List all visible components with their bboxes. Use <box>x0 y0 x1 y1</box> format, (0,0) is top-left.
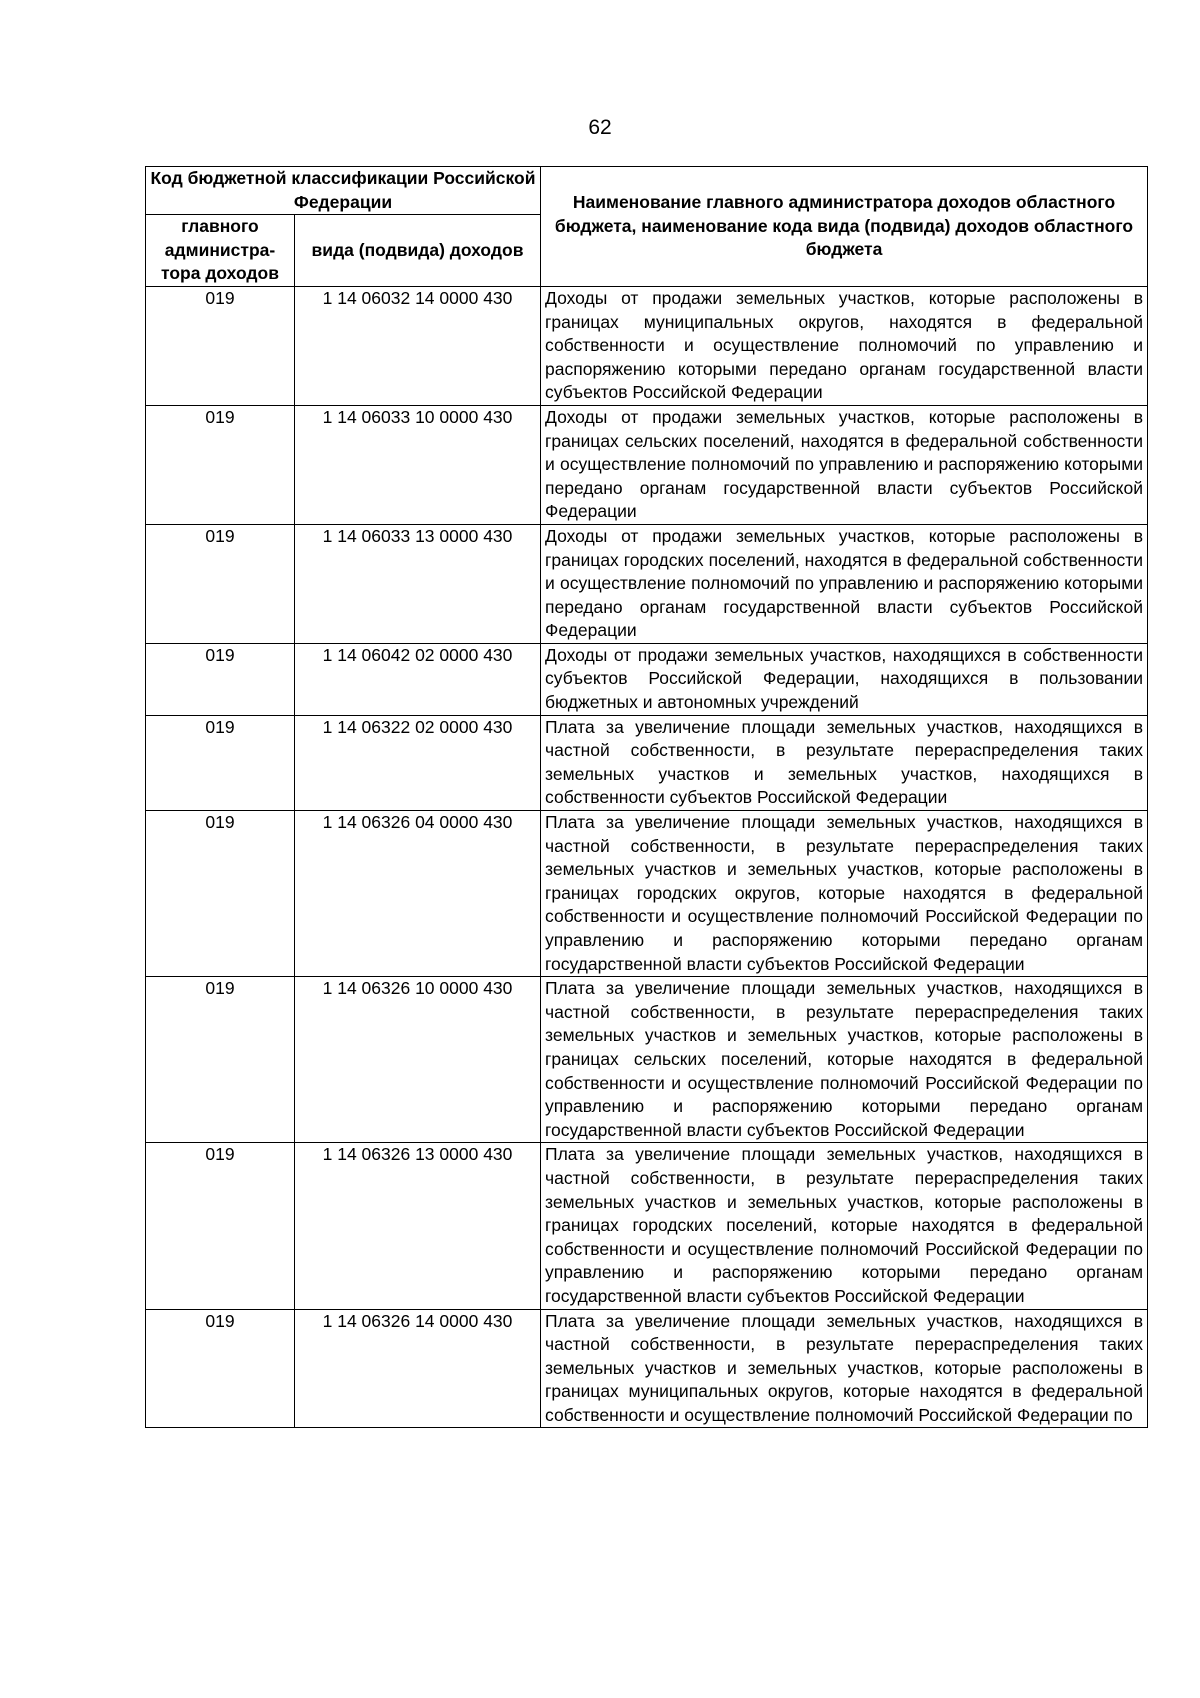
revenue-name-cell: Доходы от продажи земельных участков, которые расположены в границах сельских поселений, находятся в федеральной собственности и осуществление полномочий по управлению и распоряжению которыми передано органам государственной власти субъектов Российской Федерации <box>541 405 1148 524</box>
revenue-name-cell: Доходы от продажи земельных участков, находящихся в собственности субъектов Российской Федерации, находящихся в пользовании бюджетных и автономных учреждений <box>541 643 1148 715</box>
admin-code-cell: 019 <box>146 643 295 715</box>
revenue-code-table <box>145 166 1148 1428</box>
header-main-administrator: главного администра-тора доходов <box>146 215 295 287</box>
page-number: 62 <box>588 116 612 139</box>
revenue-name-cell: Доходы от продажи земельных участков, которые расположены в границах городских поселений, находятся в федеральной собственности и осуществление полномочий по управлению и распоряжению которыми передано органам государственной власти субъектов Российской Федерации <box>541 524 1148 643</box>
revenue-name-cell: Плата за увеличение площади земельных участков, находящихся в частной собственности, в результате перераспределения таких земельных участков и земельных участков, которые расположены в границах сельских поселений, которые находятся в федеральной собственности и осуществление полномочий Российской Федерации по управлению и распоряжению которыми передано органам государственной власти субъектов Российской Федерации <box>541 977 1148 1143</box>
table-row <box>146 1309 1148 1428</box>
table-body <box>146 286 1148 1428</box>
revenue-name-cell: Плата за увеличение площади земельных участков, находящихся в частной собственности, в результате перераспределения таких земельных участков и земельных участков, которые расположены в границах городских поселений, которые находятся в федеральной собственности и осуществление полномочий Российской Федерации по управлению и распоряжению которыми передано органам государственной власти субъектов Российской Федерации <box>541 1143 1148 1309</box>
table-row <box>146 715 1148 810</box>
admin-code-cell: 019 <box>146 524 295 643</box>
table-row <box>146 977 1148 1143</box>
table-row <box>146 524 1148 643</box>
revenue-code-cell: 1 14 06042 02 0000 430 <box>295 643 541 715</box>
table-row <box>146 405 1148 524</box>
revenue-name-cell: Доходы от продажи земельных участков, которые расположены в границах муниципальных округов, находятся в федеральной собственности и осуществление полномочий по управлению и распоряжению которыми передано органам государственной власти субъектов Российской Федерации <box>541 286 1148 405</box>
revenue-name-cell: Плата за увеличение площади земельных участков, находящихся в частной собственности, в результате перераспределения таких земельных участков и земельных участков, находящихся в собственности субъектов Российской Федерации <box>541 715 1148 810</box>
revenue-name-cell: Плата за увеличение площади земельных участков, находящихся в частной собственности, в результате перераспределения таких земельных участков и земельных участков, которые расположены в границах городских округов, которые находятся в федеральной собственности и осуществление полномочий Российской Федерации по управлению и распоряжению которыми передано органам государственной власти субъектов Российской Федерации <box>541 811 1148 977</box>
header-revenue-kind: вида (подвида) доходов <box>295 215 541 287</box>
admin-code-cell: 019 <box>146 811 295 977</box>
table-row <box>146 1143 1148 1309</box>
admin-code-cell: 019 <box>146 977 295 1143</box>
admin-code-cell: 019 <box>146 1309 295 1428</box>
admin-code-cell: 019 <box>146 405 295 524</box>
header-budget-classification: Код бюджетной классификации Российской Федерации <box>146 167 541 215</box>
revenue-code-cell: 1 14 06326 13 0000 430 <box>295 1143 541 1309</box>
revenue-code-cell: 1 14 06326 10 0000 430 <box>295 977 541 1143</box>
table-row <box>146 643 1148 715</box>
admin-code-cell: 019 <box>146 1143 295 1309</box>
table-row <box>146 811 1148 977</box>
revenue-code-cell: 1 14 06322 02 0000 430 <box>295 715 541 810</box>
admin-code-cell: 019 <box>146 715 295 810</box>
table-row <box>146 286 1148 405</box>
revenue-name-cell: Плата за увеличение площади земельных участков, находящихся в частной собственности, в результате перераспределения таких земельных участков и земельных участков, которые расположены в границах муниципальных округов, которые находятся в федеральной собственности и осуществление полномочий Российской Федерации по <box>541 1309 1148 1428</box>
revenue-code-cell: 1 14 06033 13 0000 430 <box>295 524 541 643</box>
admin-code-cell: 019 <box>146 286 295 405</box>
revenue-code-cell: 1 14 06032 14 0000 430 <box>295 286 541 405</box>
revenue-code-cell: 1 14 06033 10 0000 430 <box>295 405 541 524</box>
header-administrator-name: Наименование главного администратора доходов областного бюджета, наименование кода вида (подвида) доходов областного бюджета <box>541 167 1148 287</box>
revenue-code-cell: 1 14 06326 14 0000 430 <box>295 1309 541 1428</box>
revenue-code-cell: 1 14 06326 04 0000 430 <box>295 811 541 977</box>
